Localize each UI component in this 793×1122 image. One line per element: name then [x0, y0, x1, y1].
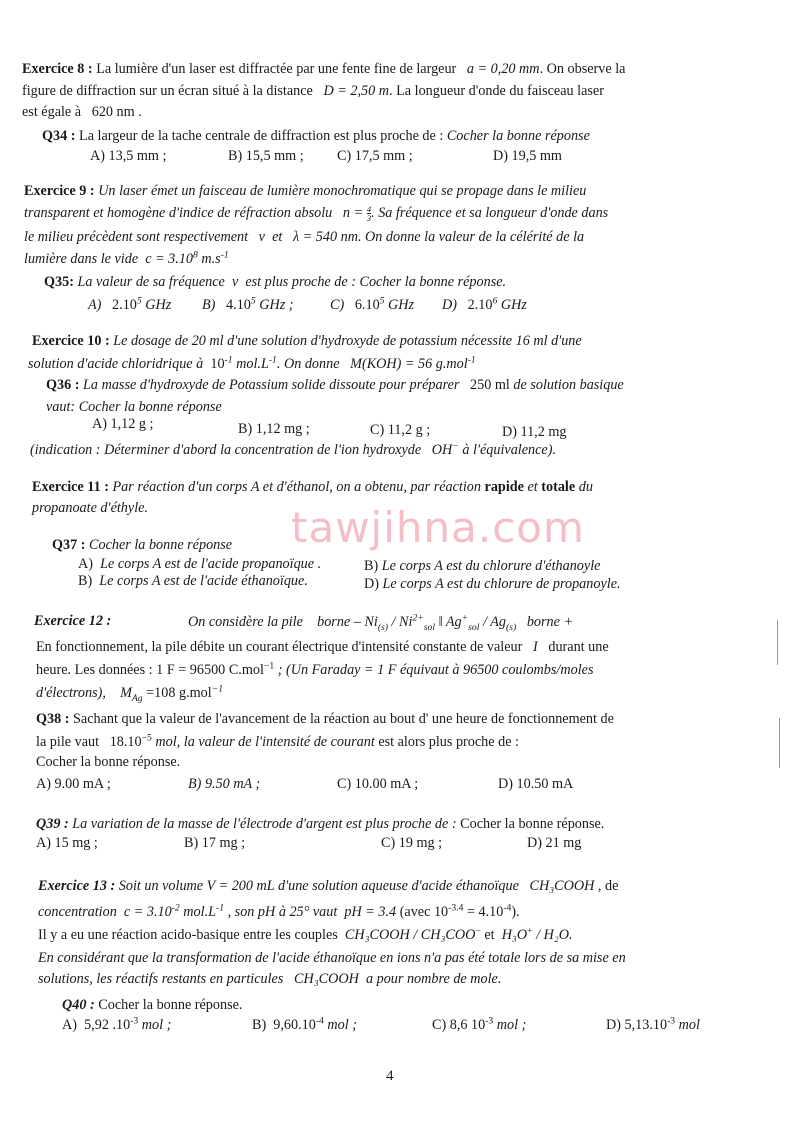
exercise-title: Exercice 10 : — [32, 333, 110, 349]
ex11-line2: propanoate d'éthyle. — [32, 500, 148, 516]
refraction-index-fraction: $\frac{4}{3}$ — [366, 203, 372, 224]
ex11-line1: Exercice 11 : Par réaction d'un corps A et d'éthanol, on a obtenu, par réaction rapide et totale du — [32, 479, 593, 495]
answer-option-a[interactable]: A) 5,92 $.10^{-3}$ mol ; — [62, 1015, 172, 1033]
answer-option-a[interactable]: A) 2.10$^5$ GHz — [88, 295, 172, 313]
question-label: Q34 : — [42, 128, 76, 144]
ex10-line2: solution d'acide chloridrique à $10^{-1}$ $mol.L^{-1}$. On donne M(KOH) = 56 g.mol$^{-1}$ — [28, 354, 476, 372]
answer-option-d[interactable]: D) $5,13.10^{-3}$ mol — [606, 1015, 700, 1033]
question-label: Q37 : — [52, 537, 86, 553]
answer-option-c[interactable]: B) Le corps A est de l'acide éthanoïque. — [78, 573, 308, 589]
answer-option-c[interactable]: C) 11,2 g ; — [370, 422, 431, 438]
cell-notation: On considère la pile borne – $Ni_{(s)} / Ni^{2+}_{sol}$ ‖ $Ag^+_{sol} / Ag_{(s)}$ borne + — [188, 612, 574, 633]
answer-option-b[interactable]: B) 1,12 mg ; — [238, 421, 310, 437]
answer-option-c[interactable]: C) 8,6 $10^{-3}$ mol ; — [432, 1015, 527, 1033]
question-37: Q37 : Cocher la bonne réponse — [52, 537, 233, 553]
ex13-line5: solutions, les réactifs restants en particules CH₃COOH a pour nombre de mole. — [38, 971, 502, 987]
ex9-line4: lumière dans le vide $c = 3.10^8$ $m.s^{-1}$ — [24, 249, 229, 267]
answer-option-c[interactable]: C) 10.00 mA ; — [337, 776, 419, 792]
question-label: Q38 : — [36, 711, 70, 727]
q38-line3: Cocher la bonne réponse. — [36, 754, 181, 770]
answer-option-b[interactable]: B) 9.50 mA ; — [188, 776, 261, 792]
ex12-line2: En fonctionnement, la pile débite un courant électrique d'intensité constante de valeur I durant une — [36, 639, 609, 655]
ex8-line3: est égale à 620 nm . — [22, 104, 142, 120]
ex10-hint: (indication : Déterminer d'abord la concentration de l'ion hydroxyde OH− à l'équivalence). — [30, 440, 556, 458]
answer-option-b[interactable]: B) Le corps A est du chlorure d'éthanoyle — [364, 558, 601, 574]
exercise-title: Exercice 12 : — [34, 613, 112, 629]
question-36: Q36 : La masse d'hydroxyde de Potassium solide dissoute pour préparer 250 ml de solution basique — [46, 377, 624, 393]
ex9-line3: le milieu précèdent sont respectivement ν et λ = 540 nm. On donne la valeur de la célérité de la — [24, 229, 585, 245]
watermark: tawjihna.com — [291, 503, 585, 552]
answer-option-d[interactable]: D) 19,5 mm — [493, 148, 562, 164]
ex13-line3: Il y a eu une réaction acido-basique entre les couples CH₃COOH / CH₃COO− et H₃O+ / H₂O. — [38, 925, 573, 943]
answer-option-b[interactable]: B) $9,60.10^{-4}$ mol ; — [252, 1015, 357, 1033]
answer-option-a[interactable]: A) 15 mg ; — [36, 835, 98, 851]
ex10-line1: Exercice 10 : Le dosage de 20 ml d'une solution d'hydroxyde de potassium nécessite 16 ml d'une — [32, 333, 582, 349]
question-label: Q36 : — [46, 377, 80, 393]
answer-option-a[interactable]: A) 9.00 mA ; — [36, 776, 111, 792]
question-40: Q40 : Cocher la bonne réponse. — [62, 997, 243, 1013]
answer-option-b[interactable]: B) 17 mg ; — [184, 835, 246, 851]
answer-option-d[interactable]: D) 2.10$^6$ GHz — [442, 295, 527, 313]
scan-artifact-line — [779, 718, 780, 768]
question-label: Q35: — [44, 274, 74, 290]
answer-option-a[interactable]: A) 1,12 g ; — [92, 416, 154, 432]
answer-option-b[interactable]: B) 15,5 mm ; — [228, 148, 304, 164]
question-label: Q40 : — [62, 997, 95, 1013]
exercise-title: Exercice 8 : — [22, 61, 93, 77]
answer-option-d[interactable]: D) 11,2 mg — [502, 424, 567, 440]
answer-option-d[interactable]: D) 10.50 mA — [498, 776, 574, 792]
ex12-line1 — [34, 612, 111, 631]
question-38: Q38 : Sachant que la valeur de l'avancement de la réaction au bout d' une heure de fonctionnement de — [36, 711, 614, 727]
exercise-title: Exercice 13 : — [38, 878, 116, 894]
faraday-constant: 1 F = 96500 C.mol — [156, 662, 264, 678]
ex13-line4: En considérant que la transformation de l'acide éthanoïque en ions n'a pas été totale lors de sa mise en — [38, 950, 626, 966]
answer-option-a[interactable]: A) Le corps A est de l'acide propanoïque . — [78, 556, 322, 572]
answer-option-c[interactable]: C) 17,5 mm ; — [337, 148, 413, 164]
answer-option-b[interactable]: B) 4.10$^5$ GHz ; — [202, 295, 294, 313]
ex13-line1: Exercice 13 : Soit un volume V = 200 mL d'une solution aqueuse d'acide éthanoïque CH₃COOH , de — [38, 878, 619, 894]
slit-width: a = 0,20 mm — [466, 61, 540, 77]
ex13-line2: concentration $c = 3.10^{-2}$ $mol.L^{-1}$ , son pH à 25° vaut pH = 3.4 (avec $10^{-3.4} = 4.10^{-4}$). — [38, 902, 520, 920]
q38-line2: la pile vaut $18.10^{-5}$ mol, la valeur de l'intensité de courant est alors plus proche de : — [36, 732, 519, 750]
wavelength: 620 nm — [91, 104, 135, 120]
scan-artifact-line — [777, 620, 778, 665]
ex8-line1: Exercice 8 : La lumière d'un laser est diffractée par une fente fine de largeur a = 0,20 mm. On observe la — [22, 61, 626, 77]
question-34: Q34 : La largeur de la tache centrale de diffraction est plus proche de : Cocher la bonne réponse — [42, 128, 590, 144]
ex12-line3: heure. Les données : 1 F = 96500 C.mol$^{-1}$ ; (Un Faraday = 1 F équivaut à 96500 coulombs/moles — [36, 660, 594, 678]
exercise-title: Exercice 11 : — [32, 479, 109, 495]
ex9-line1: Exercice 9 : Un laser émet un faisceau de lumière monochromatique qui se propage dans le milieu — [24, 183, 587, 199]
question-label: Q39 : — [36, 816, 69, 832]
question-39: Q39 : La variation de la masse de l'électrode d'argent est plus proche de : Cocher la bonne réponse. — [36, 816, 605, 832]
answer-option-c[interactable]: C) 6.10$^5$ GHz — [330, 295, 415, 313]
answer-option-d[interactable]: D) 21 mg — [527, 835, 582, 851]
ex9-line2: transparent et homogène d'indice de réfraction absolu n = $\frac{4}{3}$ . Sa fréquence et sa longueur d'onde dans — [24, 203, 609, 224]
answer-option-c[interactable]: C) 19 mg ; — [381, 835, 443, 851]
ex12-line4: d'électrons), $M_{Ag} =108$ g.mol$^{-1}$ — [36, 683, 224, 704]
screen-distance: D = 2,50 m — [323, 83, 390, 99]
ex8-line2: figure de diffraction sur un écran situé à la distance D = 2,50 m. La longueur d'onde du faisceau laser — [22, 83, 604, 99]
exercise-title: Exercice 9 : — [24, 183, 95, 199]
page-number: 4 — [386, 1068, 394, 1084]
question-35: Q35: La valeur de sa fréquence ν est plus proche de : Cocher la bonne réponse. — [44, 274, 507, 290]
answer-option-a[interactable]: A) 13,5 mm ; — [90, 148, 167, 164]
q36-line2: vaut: Cocher la bonne réponse — [46, 399, 222, 415]
answer-option-d[interactable]: D) Le corps A est du chlorure de propanoyle. — [364, 576, 621, 592]
